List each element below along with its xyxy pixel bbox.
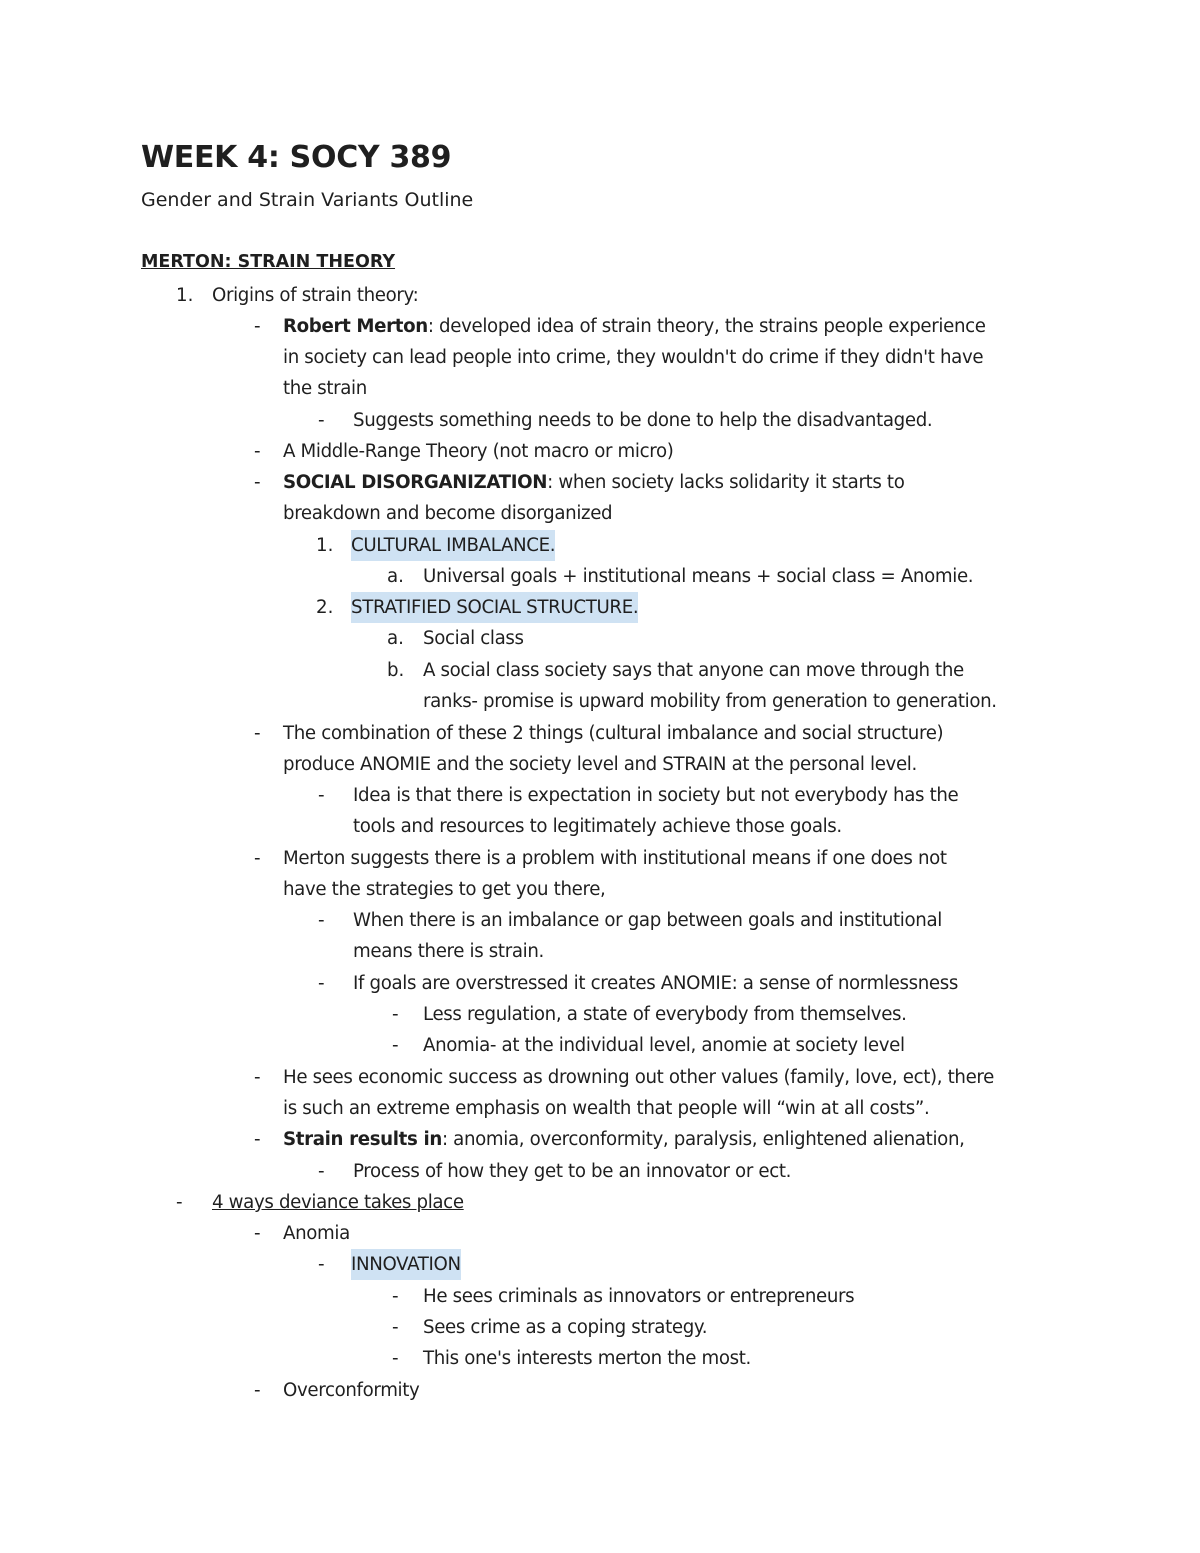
list-item: Merton suggests there is a problem with institutional means if one does not	[283, 848, 947, 869]
list-item: Anomia- at the individual level, anomie at society level	[423, 1035, 905, 1056]
list-item-continuation: means there is strain.	[353, 941, 544, 962]
list-item: He sees economic success as drowning out other values (family, love, ect), there	[283, 1067, 994, 1088]
document-subtitle: Gender and Strain Variants Outline	[141, 189, 474, 211]
list-marker: 1.	[176, 285, 194, 306]
bullet-dash: -	[254, 1129, 261, 1150]
bullet-dash: -	[392, 1035, 399, 1056]
list-item-continuation: produce ANOMIE and the society level and STRAIN at the personal level.	[283, 754, 917, 775]
list-item-continuation: is such an extreme emphasis on wealth that people will “win at all costs”.	[283, 1098, 930, 1119]
list-item: Process of how they get to be an innovator or ect.	[353, 1161, 792, 1182]
list-item-continuation: breakdown and become disorganized	[283, 503, 613, 524]
bullet-dash: -	[318, 973, 325, 994]
list-item-continuation: in society can lead people into crime, they wouldn't do crime if they didn't have	[283, 347, 984, 368]
bullet-dash: -	[254, 316, 261, 337]
bullet-dash: -	[318, 410, 325, 431]
list-item: Idea is that there is expectation in society but not everybody has the	[353, 785, 959, 806]
bullet-dash: -	[254, 1223, 261, 1244]
bold-term: SOCIAL DISORGANIZATION	[283, 472, 548, 493]
list-marker: a.	[387, 628, 404, 649]
list-item	[283, 311, 986, 342]
highlighted-item: STRATIFIED SOCIAL STRUCTURE.	[351, 592, 638, 623]
list-marker: a.	[387, 566, 404, 587]
bullet-dash: -	[318, 910, 325, 931]
list-item: He sees criminals as innovators or entrepreneurs	[423, 1286, 855, 1307]
list-item: If goals are overstressed it creates ANOMIE: a sense of normlessness	[353, 973, 959, 994]
bold-term: Robert Merton	[283, 316, 428, 337]
list-item: A Middle-Range Theory (not macro or micro)	[283, 441, 674, 462]
list-item: This one's interests merton the most.	[423, 1348, 751, 1369]
list-item: Origins of strain theory:	[212, 285, 419, 306]
list-marker: b.	[387, 660, 405, 681]
list-item: Social class	[423, 628, 524, 649]
list-item: Suggests something needs to be done to help the disadvantaged.	[353, 410, 933, 431]
bullet-dash: -	[254, 1067, 261, 1088]
list-marker: 1.	[316, 535, 334, 556]
bullet-dash: -	[176, 1192, 183, 1213]
list-item: Less regulation, a state of everybody from themselves.	[423, 1004, 907, 1025]
bullet-dash: -	[254, 723, 261, 744]
bullet-dash: -	[318, 785, 325, 806]
bullet-dash: -	[254, 848, 261, 869]
bullet-dash: -	[254, 472, 261, 493]
bold-term: Strain results in	[283, 1129, 442, 1150]
item-text: : developed idea of strain theory, the strains people experience	[427, 316, 986, 337]
list-item-continuation: have the strategies to get you there,	[283, 879, 606, 900]
list-marker: 2.	[316, 597, 334, 618]
list-item: Anomia	[283, 1223, 350, 1244]
list-item: The combination of these 2 things (cultural imbalance and social structure)	[283, 723, 944, 744]
highlighted-item: CULTURAL IMBALANCE.	[351, 530, 555, 561]
list-item: When there is an imbalance or gap between goals and institutional	[353, 910, 942, 931]
list-item-continuation: tools and resources to legitimately achieve those goals.	[353, 816, 842, 837]
bullet-dash: -	[254, 441, 261, 462]
bullet-dash: -	[318, 1254, 325, 1275]
highlighted-item: INNOVATION	[351, 1249, 461, 1280]
bullet-dash: -	[392, 1348, 399, 1369]
document-title: WEEK 4: SOCY 389	[141, 140, 452, 175]
list-item	[283, 1124, 965, 1155]
list-item-continuation: the strain	[283, 378, 367, 399]
subheading-underlined: 4 ways deviance takes place	[212, 1192, 464, 1213]
list-item: Overconformity	[283, 1380, 420, 1401]
bullet-dash: -	[392, 1317, 399, 1338]
section-heading: MERTON: STRAIN THEORY	[141, 252, 396, 272]
bullet-dash: -	[392, 1286, 399, 1307]
list-item-continuation: ranks- promise is upward mobility from generation to generation.	[423, 691, 997, 712]
bullet-dash: -	[318, 1161, 325, 1182]
list-item: Sees crime as a coping strategy.	[423, 1317, 708, 1338]
list-item: A social class society says that anyone can move through the	[423, 660, 964, 681]
bullet-dash: -	[254, 1380, 261, 1401]
item-text: : when society lacks solidarity it starts to	[547, 472, 905, 493]
item-text: : anomia, overconformity, paralysis, enlightened alienation,	[441, 1129, 965, 1150]
list-item: Universal goals + institutional means + social class = Anomie.	[423, 566, 974, 587]
bullet-dash: -	[392, 1004, 399, 1025]
list-item	[283, 467, 904, 498]
